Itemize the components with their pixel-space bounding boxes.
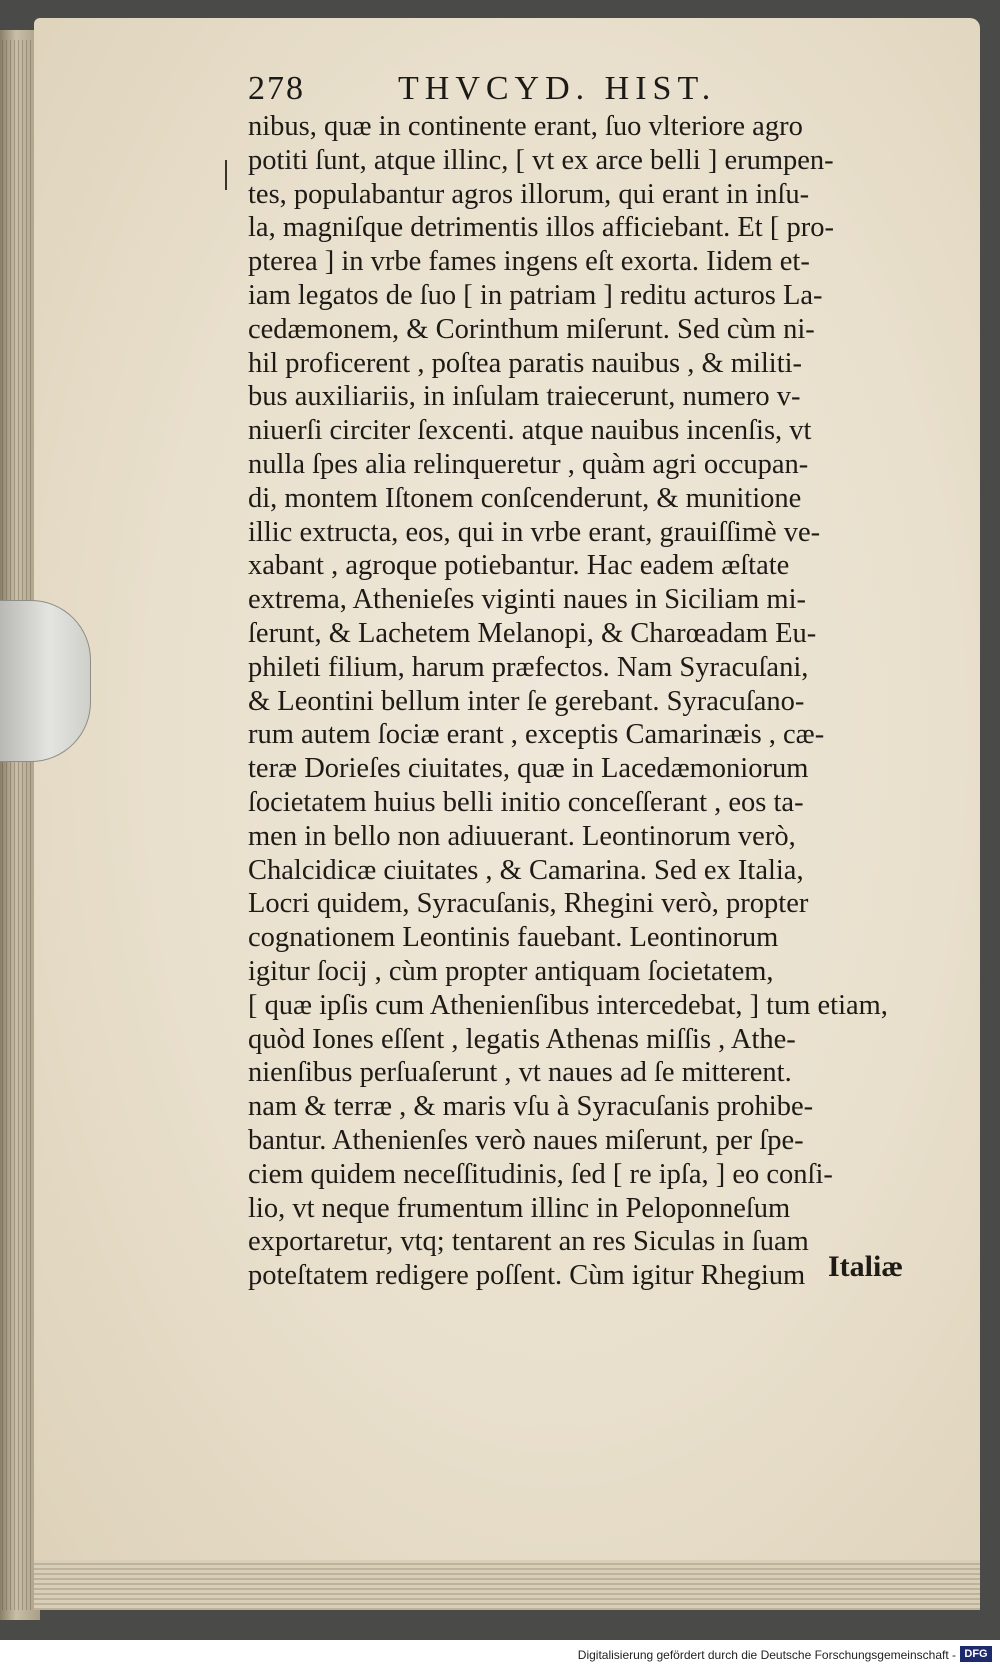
body-text	[248, 110, 948, 1293]
text-line: men in bello non adiuuerant. Leontinorum verò,	[248, 820, 796, 852]
text-line: pterea ] in vrbe fames ingens eſt exorta. Iidem et-	[248, 246, 810, 278]
funding-credit: Digitalisierung gefördert durch die Deutsche Forschungsgemeinschaft -	[577, 1648, 956, 1662]
text-line: & Leontini bellum inter ſe gerebant. Syracuſano-	[248, 685, 805, 717]
book-bottom-edge	[34, 1560, 980, 1610]
text-line: Chalcidicæ ciuitates , & Camarina. Sed ex Italia,	[248, 854, 804, 886]
text-line: la, magniſque detrimentis illos afficiebant. Et [ pro-	[248, 212, 834, 244]
text-line: xabant , agroque potiebantur. Hac eadem æſtate	[248, 550, 790, 582]
text-line: quòd Iones eſſent , legatis Athenas miſſis , Athe-	[248, 1023, 796, 1055]
text-line: iam legatos de ſuo [ in patriam ] reditu acturos La-	[248, 279, 823, 311]
page-edges-texture	[2, 40, 36, 1610]
text-line: extrema, Athenieſes viginti naues in Siciliam mi-	[248, 584, 807, 616]
text-line: ciem quidem neceſſitudinis, ſed [ re ipſa, ] eo conſi-	[248, 1158, 833, 1190]
text-line: di, montem Iſtonem conſcenderunt, & munitione	[248, 482, 802, 514]
running-title: THVCYD. HIST.	[398, 70, 717, 107]
page-clip	[0, 600, 91, 762]
text-line: Locri quidem, Syracuſanis, Rhegini verò, propter	[248, 888, 809, 920]
text-line: potiti ſunt, atque illinc, [ vt ex arce belli ] erumpen-	[248, 144, 834, 176]
digitization-footer	[0, 1640, 1000, 1671]
running-head	[248, 60, 948, 110]
text-line: bus auxiliariis, in inſulam traiecerunt, numero v-	[248, 381, 801, 413]
text-line: rum autem ſociæ erant , exceptis Camarinæis , cæ-	[248, 719, 825, 751]
page-number: 278	[248, 70, 305, 107]
text-line: cognationem Leontinis fauebant. Leontinorum	[248, 922, 779, 954]
text-line: tes, populabantur agros illorum, qui erant in inſu-	[248, 178, 810, 210]
text-line: teræ Dorieſes ciuitates, quæ in Lacedæmoniorum	[248, 753, 809, 785]
text-line: poteſtatem redigere poſſent. Cùm igitur Rhegium	[248, 1260, 806, 1292]
margin-mark	[225, 160, 227, 190]
text-line: nam & terræ , & maris vſu à Syracuſanis prohibe-	[248, 1091, 814, 1123]
text-line: lio, vt neque frumentum illinc in Peloponneſum	[248, 1192, 791, 1224]
catchword: Italiæ	[828, 1250, 903, 1283]
text-line: illic extructa, eos, qui in vrbe erant, grauiſſimè ve-	[248, 516, 821, 548]
text-line: cedæmonem, & Corinthum miſerunt. Sed cùm ni-	[248, 313, 815, 345]
text-line: igitur ſocij , cùm propter antiquam ſocietatem,	[248, 955, 774, 987]
dfg-logo: DFG	[960, 1646, 992, 1662]
text-line: ſocietatem huius belli initio conceſſerant , eos ta-	[248, 786, 804, 818]
text-line: niuerſi circiter ſexcenti. atque nauibus incenſis, vt	[248, 415, 812, 447]
text-line: hil proficerent , poſtea paratis nauibus , & militi-	[248, 347, 803, 379]
printed-text-block	[248, 60, 948, 1293]
text-line: phileti filium, harum præfectos. Nam Syracuſani,	[248, 651, 809, 683]
text-line: bantur. Athenienſes verò naues miſerunt, per ſpe-	[248, 1124, 804, 1156]
text-line: ſerunt, & Lachetem Melanopi, & Charœadam Eu-	[248, 617, 817, 649]
text-line: exportaretur, vtq; tentarent an res Siculas in ſuam	[248, 1226, 809, 1258]
text-line: [ quæ ipſis cum Athenienſibus intercedebat, ] tum etiam,	[248, 989, 888, 1021]
text-line: nulla ſpes alia relinqueretur , quàm agri occupan-	[248, 448, 809, 480]
text-line: nibus, quæ in continente erant, ſuo vlteriore agro	[248, 111, 803, 142]
text-line: nienſibus perſuaſerunt , vt naues ad ſe mitterent.	[248, 1057, 792, 1089]
